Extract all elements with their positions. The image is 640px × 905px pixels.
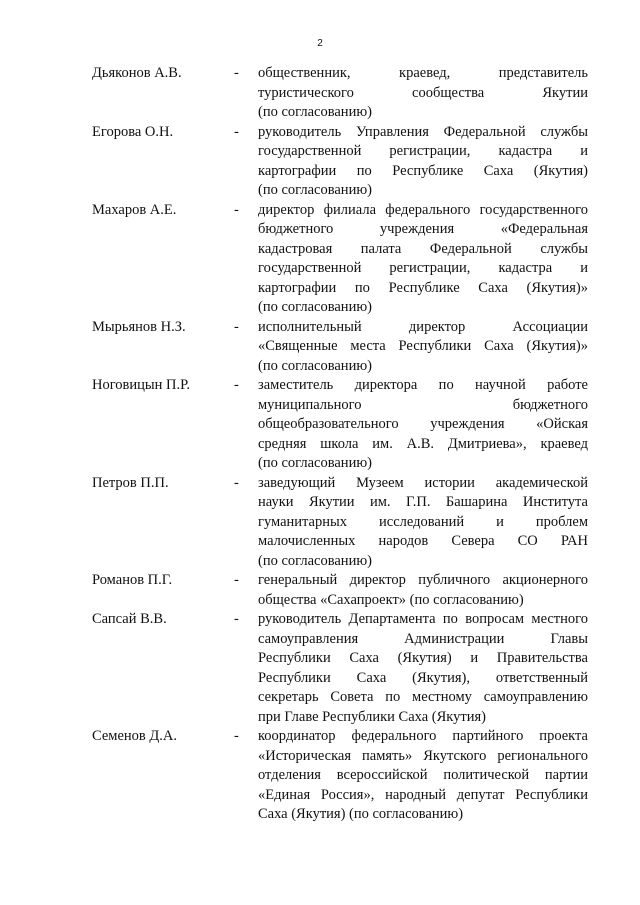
description-line: бюджетного учреждения «Федеральная <box>258 221 588 237</box>
description-line: муниципального бюджетного <box>258 396 588 413</box>
list-item <box>92 123 592 201</box>
dash-separator: - <box>234 474 239 491</box>
member-name: Егорова О.Н. <box>92 123 174 140</box>
description-line: директор филиала федерального государственного <box>258 201 588 218</box>
member-name: Махаров А.Е. <box>92 201 177 218</box>
description-line: малочисленных народов Севера СО РАН <box>258 533 588 549</box>
dash-separator: - <box>234 728 239 744</box>
description-line: туристического сообщества Якутии <box>258 84 588 101</box>
dash-separator: - <box>234 65 239 81</box>
description-line: руководитель Управления Федеральной службы <box>258 123 588 140</box>
member-name: Сапсай В.В. <box>92 611 167 627</box>
description-line: исполнительный директор Ассоциации <box>258 318 588 335</box>
member-description <box>258 123 588 201</box>
description-line: кадастровая палата Федеральной службы <box>258 240 588 257</box>
list-item <box>92 201 592 318</box>
description-line: генеральный директор публичного акционерного <box>258 572 588 588</box>
description-line: общественник, краевед, представитель <box>258 65 588 81</box>
description-line: координатор федерального партийного проекта <box>258 728 588 744</box>
member-name: Мырьянов Н.З. <box>92 318 186 335</box>
description-line: руководитель Департамента по вопросам местного <box>258 611 588 627</box>
member-name: Семенов Д.А. <box>92 728 177 744</box>
member-description <box>258 571 588 610</box>
description-line: (по согласованию) <box>258 552 372 569</box>
member-name: Романов П.Г. <box>92 572 173 588</box>
description-line: государственной регистрации, кадастра и <box>258 143 588 159</box>
description-line: «Священные места Республики Саха (Якутия)» <box>258 338 588 354</box>
dash-separator: - <box>234 318 239 335</box>
member-name: Ноговицын П.Р. <box>92 377 191 393</box>
page-number: 2 <box>317 38 323 49</box>
member-description <box>258 474 588 572</box>
member-description <box>258 64 588 123</box>
description-line: гуманитарных исследований и проблем <box>258 513 588 530</box>
description-line: заведующий Музеем истории академической <box>258 474 588 491</box>
list-item <box>92 376 592 474</box>
description-line: картографии по Республике Саха (Якутия)» <box>258 279 588 296</box>
description-line: (по согласованию) <box>258 299 372 315</box>
description-line: секретарь Совета по местному самоуправлению <box>258 689 588 705</box>
member-list <box>92 64 592 825</box>
description-line: (по согласованию) <box>258 357 372 374</box>
dash-separator: - <box>234 572 239 588</box>
description-line: общеобразовательного учреждения «Ойская <box>258 416 588 432</box>
description-line: при Главе Республики Саха (Якутия) <box>258 708 486 725</box>
description-line: науки Якутии им. Г.П. Башарина Института <box>258 494 588 510</box>
list-item <box>92 610 592 727</box>
list-item <box>92 727 592 825</box>
list-item <box>92 571 592 610</box>
description-line: самоуправления Администрации Главы <box>258 630 588 647</box>
list-item <box>92 474 592 572</box>
description-line: (по согласованию) <box>258 182 372 198</box>
member-name: Дьяконов А.В. <box>92 65 182 81</box>
member-description <box>258 376 588 474</box>
description-line: общества «Сахапроект» (по согласованию) <box>258 591 524 608</box>
member-description <box>258 727 588 825</box>
description-line: (по согласованию) <box>258 455 372 471</box>
description-line: «Единая Россия», народный депутат Республики <box>258 786 588 803</box>
dash-separator: - <box>234 377 239 393</box>
description-line: «Историческая память» Якутского регионального <box>258 747 588 764</box>
description-line: картографии по Республике Саха (Якутия) <box>258 162 588 179</box>
list-item <box>92 64 592 123</box>
dash-separator: - <box>234 123 239 140</box>
list-item <box>92 318 592 377</box>
member-name: Петров П.П. <box>92 474 169 491</box>
description-line: заместитель директора по научной работе <box>258 377 588 393</box>
description-line: государственной регистрации, кадастра и <box>258 260 588 276</box>
member-description <box>258 318 588 377</box>
description-line: Республики Саха (Якутия) и Правительства <box>258 650 588 666</box>
description-line: Республики Саха (Якутия), ответственный <box>258 669 588 686</box>
member-description <box>258 610 588 727</box>
dash-separator: - <box>234 611 239 627</box>
description-line: средняя школа им. А.В. Дмитриева», краевед <box>258 435 588 452</box>
description-line: Саха (Якутия) (по согласованию) <box>258 806 464 822</box>
description-line: отделения всероссийской политической партии <box>258 767 588 783</box>
description-line: (по согласованию) <box>258 104 372 120</box>
dash-separator: - <box>234 201 239 218</box>
member-description <box>258 201 588 318</box>
